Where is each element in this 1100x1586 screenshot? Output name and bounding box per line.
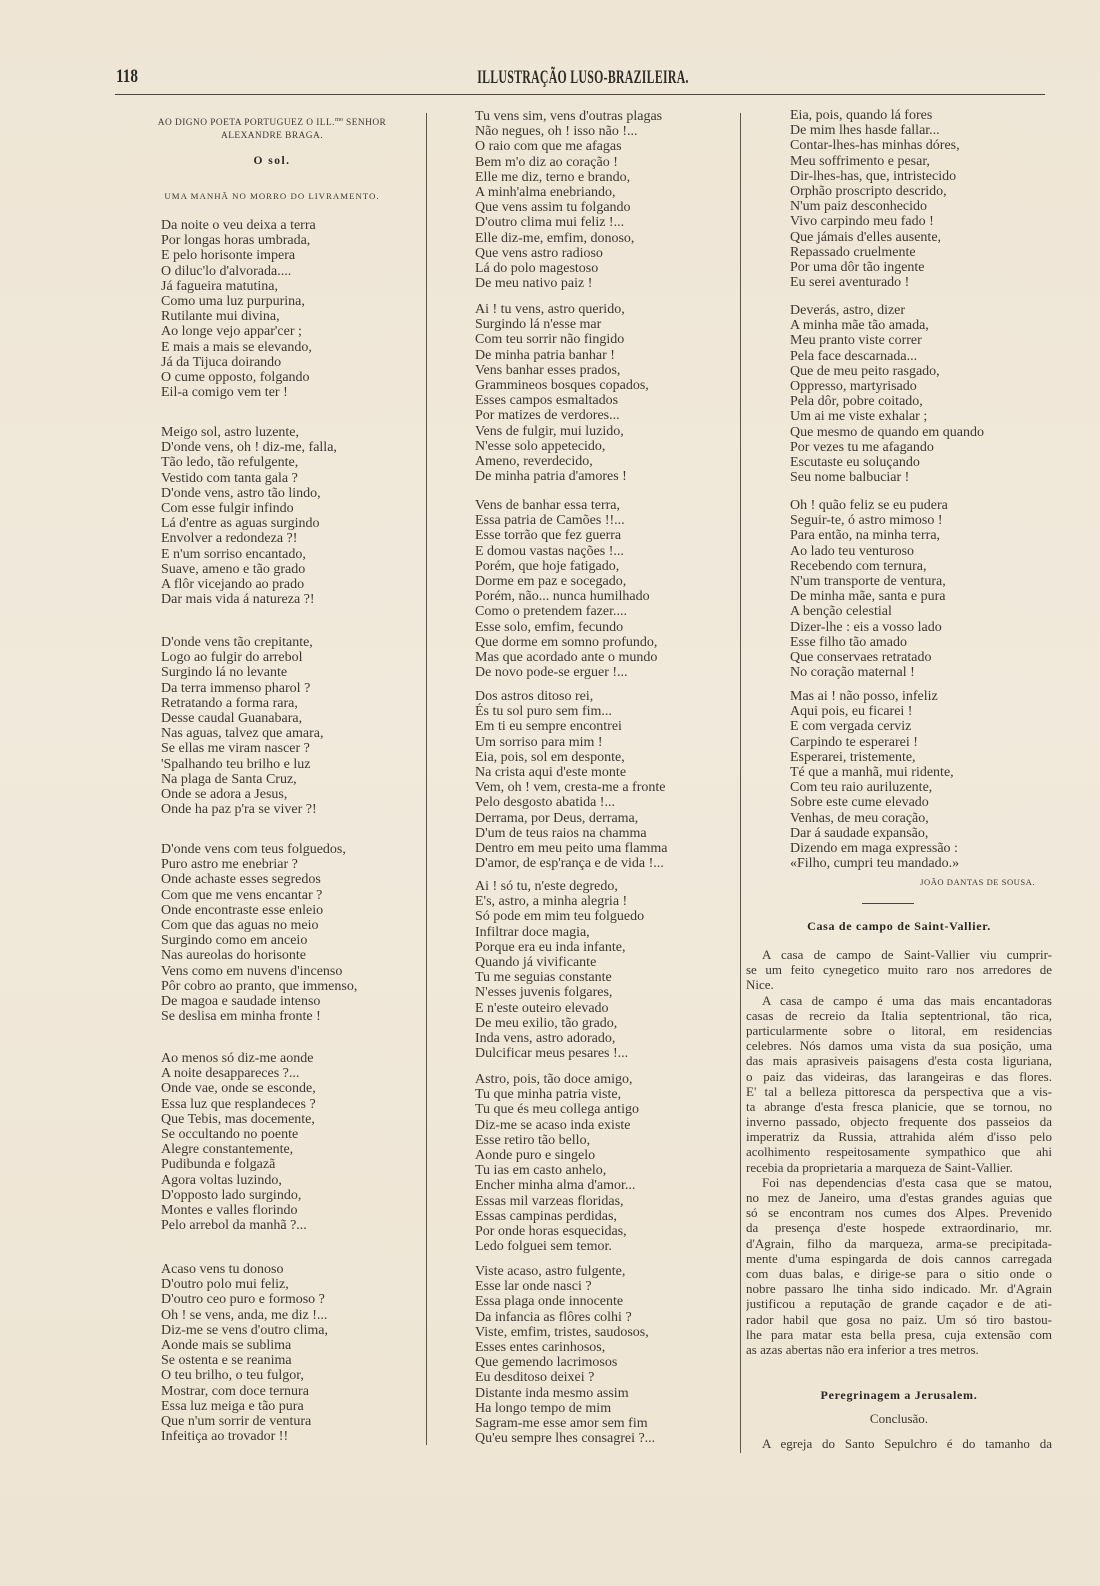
poem-verse-line: Ai ! tu vens, astro querido, <box>475 302 625 317</box>
poem-verse-line: Porém, não... nunca humilhado <box>475 589 650 605</box>
article-body-line: mente d'uma espingarda de dois cannos carregada <box>746 1250 1052 1266</box>
poem-verse-line: Se deslisa em minha fronte ! <box>161 1009 321 1025</box>
poem-verse-line: De minha patria banhar ! <box>475 347 615 363</box>
poem-verse-line: Já fagueira matutina, <box>161 278 279 294</box>
poem-verse-line: Dar á saudade expansão, <box>790 825 929 841</box>
section-separator-rule <box>862 903 914 904</box>
poem-verse-line: Porém, que hoje fatigado, <box>475 558 620 574</box>
poem-verse-line: Mas que acordado ante o mundo <box>475 649 658 665</box>
poem-stanza <box>475 1264 655 1446</box>
poem-verse-line: Orphão proscripto descrido, <box>790 183 947 199</box>
poem-verse-line: Essas mil varzeas floridas, <box>475 1193 624 1209</box>
poem-verse-line: N'esse solo appetecido, <box>475 438 606 454</box>
article-title-jerusalem: Peregrinagem a Jerusalem. <box>820 1388 978 1402</box>
poem-verse-line: E com vergada cerviz <box>790 719 912 735</box>
poem-verse-line: A flôr vicejando ao prado <box>161 576 305 592</box>
article-body-line: justificou a reputação de grande caçador e de ati- <box>746 1296 1052 1312</box>
poem-verse-line: E n'um sorriso encantado, <box>161 546 306 562</box>
article-body-line: ta abrange d'esta fresca planicie, que se tornou, no <box>746 1098 1052 1114</box>
poem-verse-line: Da infancia as flôres colhi ? <box>475 1309 632 1325</box>
poem-stanza <box>475 109 662 291</box>
poem-verse-line: Na crista aqui d'este monte <box>475 764 627 780</box>
poem-verse-line: Esse retiro tão bello, <box>475 1132 591 1148</box>
poem-verse-line: Meu soffrimento e pesar, <box>790 153 930 169</box>
poem-verse-line: Retratando a forma rara, <box>161 695 298 711</box>
poem-verse-line: Bem m'o diz ao coração ! <box>475 154 618 170</box>
poem-verse-line: Vestido com tanta gala ? <box>161 470 298 486</box>
poem-verse-line: És tu sol puro sem fim... <box>475 704 612 720</box>
poem-verse-line: Esses campos esmaltados <box>475 393 619 409</box>
article-body-line: o paiz das videiras, das larangeiras e das flores. <box>746 1068 1052 1084</box>
poem-dedication <box>143 113 401 130</box>
poem-verse-line: Ao menos só diz-me aonde <box>161 1051 314 1066</box>
poem-verse-line: Essa plaga onde innocente <box>475 1294 624 1310</box>
poem-verse-line: Porque era eu inda infante, <box>475 939 626 955</box>
header-rule <box>115 94 1045 95</box>
poem-stanza <box>475 879 644 1061</box>
poem-verse-line: A minh'alma enebriando, <box>475 184 616 200</box>
article-body-line: casas de recreio da Italia septentrional, tão rica, <box>746 1007 1052 1023</box>
poem-verse-line: Com teu sorrir não fingido <box>475 332 625 348</box>
poem-verse-line: Surgindo lá no levante <box>161 665 288 681</box>
poem-verse-line: Aonde puro e singelo <box>475 1147 596 1163</box>
poem-verse-line: Puro astro me enebriar ? <box>161 857 298 873</box>
poem-verse-line: A minha mãe tão amada, <box>790 318 929 334</box>
poem-subtitle: UMA MANHÃ NO MORRO DO LIVRAMENTO. <box>164 191 380 201</box>
poem-verse-line: Alegre constantemente, <box>161 1142 294 1158</box>
poem-verse-line: Montes e valles florindo <box>161 1202 298 1218</box>
poem-verse-line: Mostrar, com doce ternura <box>161 1383 309 1399</box>
poem-verse-line: O diluc'lo d'alvorada.... <box>161 263 292 279</box>
dedication-name: ALEXANDRE BRAGA. <box>221 131 323 141</box>
poem-verse-line: Meigo sol, astro luzente, <box>161 425 300 440</box>
poem-verse-line: Dentro em meu peito uma flamma <box>475 840 668 856</box>
poem-verse-line: Que mesmo de quando em quando <box>790 424 985 440</box>
article-body-line: se um feito cynegetico muito raro nos arredores de <box>746 962 1052 978</box>
article-body-line: acolhimento respeitosamente sympathico que ahi <box>746 1144 1052 1160</box>
article-body-line: das mais aprasiveis paisagens d'esta costa liguriana, <box>746 1053 1052 1069</box>
poem-verse-line: Vem, oh ! vem, cresta-me a fronte <box>475 780 666 796</box>
poem-verse-line: Pelo desgosto abatida !... <box>475 795 615 811</box>
dedication-superscript: mo <box>334 116 344 123</box>
poem-verse-line: Mas ai ! não posso, infeliz <box>790 689 938 704</box>
poem-verse-line: Ameno, reverdecido, <box>475 453 593 469</box>
poem-verse-line: D'onde vens tão crepitante, <box>161 635 313 650</box>
article-body-line: E' tal a belleza pittoresca da perspectiva que a vis- <box>746 1083 1052 1099</box>
poem-verse-line: Tu que és meu collega antigo <box>475 1102 639 1118</box>
poem-verse-line: Que dorme em somno profundo, <box>475 634 658 650</box>
poem-verse-line: Eil-a comigo vem ter ! <box>161 385 288 401</box>
poem-verse-line: Dar mais vida á natureza ?! <box>161 592 315 608</box>
poem-verse-line: Escutaste eu soluçando <box>790 454 920 470</box>
poem-verse-line: E n'este outeiro elevado <box>475 1000 609 1016</box>
poem-verse-line: Aqui pois, eu ficarei ! <box>790 704 913 720</box>
poem-verse-line: Oh ! se vens, anda, me diz !... <box>161 1307 328 1323</box>
poem-verse-line: A noite desappareces ?... <box>161 1066 300 1082</box>
poem-verse-line: Por onde horas esquecidas, <box>475 1223 627 1239</box>
poem-verse-line: Que vens assim tu folgando <box>475 200 631 216</box>
poem-verse-line: Com esse fulgir infindo <box>161 500 294 516</box>
column-divider-2 <box>740 113 741 1453</box>
poem-verse-line: Esses entes carinhosos, <box>475 1339 606 1355</box>
poem-verse-line: Surgindo lá n'esse mar <box>475 317 602 333</box>
poem-verse-line: N'um transporte de ventura, <box>790 573 946 589</box>
poem-verse-line: Encher minha alma d'amor... <box>475 1178 636 1194</box>
poem-verse-line: Ledo folguei sem temor. <box>475 1239 612 1255</box>
poem-verse-line: Carpindo te esperarei ! <box>790 734 918 750</box>
poem-verse-line: Que vens astro radioso <box>475 245 603 261</box>
article-body-line: nobre passaro lhe tinha sido indicado. Mr. d'Agrain <box>746 1281 1052 1297</box>
poem-stanza <box>475 1072 639 1254</box>
poem-verse-line: De meu exilio, tão grado, <box>475 1015 618 1031</box>
poem-verse-line: Lá d'entre as aguas surgindo <box>161 516 320 532</box>
poem-verse-line: Já da Tijuca doirando <box>161 354 282 370</box>
article-body-line: A casa de campo é uma das mais encantadoras <box>762 992 1052 1008</box>
poem-verse-line: Ai ! só tu, n'este degredo, <box>475 879 618 894</box>
poem-verse-line: N'um paiz desconhecido <box>790 199 928 215</box>
poem-verse-line: O raio com que me afagas <box>475 139 622 155</box>
poem-verse-line: Que conservaes retratado <box>790 649 932 665</box>
poem-verse-line: Essa luz que resplandeces ? <box>161 1096 316 1112</box>
article-body-line: A egreja do Santo Sepulchro é do tamanho da <box>762 1436 1052 1451</box>
poem-verse-line: Eu serei aventurado ! <box>790 275 910 291</box>
poem-verse-line: Da terra immenso pharol ? <box>161 680 311 696</box>
poem-verse-line: E mais a mais se elevando, <box>161 339 312 355</box>
poem-verse-line: Onde vae, onde se esconde, <box>161 1081 316 1097</box>
poem-verse-line: Essa luz meiga e tão pura <box>161 1398 304 1414</box>
poem-stanza <box>475 498 657 680</box>
poem-verse-line: Por longas horas umbrada, <box>161 233 311 249</box>
poem-verse-line: Té que a manhã, mui ridente, <box>790 764 954 780</box>
poem-stanza <box>790 498 948 680</box>
poem-verse-line: Vivo carpindo meu fado ! <box>790 214 934 230</box>
poem-verse-line: Nas aureolas do horisonte <box>161 948 307 964</box>
poem-verse-line: D'amor, de esp'rança e de vida !... <box>475 856 664 872</box>
poem-verse-line: Com teu raio auriluzente, <box>790 780 933 796</box>
poem-verse-line: Como uma luz purpurina, <box>161 293 305 309</box>
poem-verse-line: Inda vens, astro adorado, <box>475 1030 616 1046</box>
poem-verse-line: Dizendo em maga expressão : <box>790 840 958 856</box>
poem-verse-line: D'outro clima mui feliz !... <box>475 215 625 231</box>
poem-verse-line: Oppresso, martyrisado <box>790 378 917 394</box>
article-body-line: d'Agrain, filho da marqueza, arma-se precipitada- <box>746 1235 1052 1251</box>
poem-verse-line: De novo pode-se erguer !... <box>475 665 628 681</box>
poem-verse-line: Pela face descarnada... <box>790 348 918 364</box>
article-body-line: inverno passado, objecto frequente dos passeios da <box>746 1114 1052 1130</box>
poem-verse-line: Elle me diz, terno e brando, <box>475 169 631 185</box>
poem-verse-line: Onde se adora a Jesus, <box>161 786 288 802</box>
poem-verse-line: Dulcificar meus pesares !... <box>475 1046 629 1062</box>
poem-verse-line: Eu desditoso deixei ? <box>475 1370 595 1386</box>
poem-verse-line: Esse solo, emfim, fecundo <box>475 619 624 635</box>
article-body-line: no mez de Janeiro, uma d'estas grandes aguias que <box>746 1190 1052 1205</box>
poem-verse-line: Surgindo como em anceio <box>161 933 308 949</box>
poem-verse-line: D'onde vens, oh ! diz-me, falla, <box>161 440 337 456</box>
poem-verse-line: D'onde vens, astro tão lindo, <box>161 485 321 501</box>
poem-verse-line: D'outro ceo puro e formoso ? <box>161 1292 325 1308</box>
poem-verse-line: O teu brilho, o teu fulgor, <box>161 1368 304 1384</box>
poem-verse-line: Que n'um sorrir de ventura <box>161 1413 312 1429</box>
poem-verse-line: Vens como em nuvens d'incenso <box>161 963 343 979</box>
poem-verse-line: Dizer-lhe : eis a vosso lado <box>790 619 942 635</box>
article-body-line: Nice. <box>746 977 774 993</box>
poem-verse-line: D'onde vens com teus folguedos, <box>161 842 346 857</box>
poem-verse-line: Se ellas me viram nascer ? <box>161 741 310 757</box>
poem-verse-line: Que de meu peito rasgado, <box>790 363 940 379</box>
poem-verse-line: E pelo horisonte impera <box>161 248 296 264</box>
publication-title: ILLUSTRAÇÃO LUSO-BRAZILEIRA. <box>477 67 689 88</box>
poem-verse-line: Tu ias em casto anhelo, <box>475 1163 607 1179</box>
poem-verse-line: Contar-lhes-has minhas dóres, <box>790 138 960 154</box>
article-body-line: as azas abertas não era inferior a tres metros. <box>746 1341 979 1357</box>
article-subtitle-jerusalem: Conclusão. <box>869 1411 929 1426</box>
article-body-line: recebia da proprietaria a marqueza de Saint-Vallier. <box>746 1159 1013 1175</box>
poem-stanza <box>161 425 337 607</box>
article-body-line: só se encontram nos cumes dos Alpes. Prevenido <box>746 1205 1052 1221</box>
poem-verse-line: Infeitiça ao trovador !! <box>161 1429 289 1445</box>
poem-stanza <box>475 302 649 484</box>
poem-verse-line: Se ostenta e se reanima <box>161 1353 292 1369</box>
poem-verse-line: Viste, emfim, tristes, saudosos, <box>475 1324 649 1340</box>
poem-stanza <box>790 108 960 290</box>
poem-verse-line: Vens de fulgir, mui luzido, <box>475 423 624 439</box>
poem-verse-line: Ao lado teu venturoso <box>790 543 915 559</box>
poem-verse-line: Que gemendo lacrimosos <box>475 1355 618 1371</box>
poem-verse-line: Sobre este cume elevado <box>790 795 929 811</box>
poem-verse-line: Esse torrão que fez guerra <box>475 528 622 544</box>
poem-verse-line: Elle diz-me, emfim, donoso, <box>475 230 635 246</box>
poem-verse-line: Essa patria de Camões !!... <box>475 513 625 529</box>
poem-verse-line: Meu pranto viste correr <box>790 333 922 349</box>
poem-verse-line: Viste acaso, astro fulgente, <box>475 1264 626 1279</box>
poem-title: O sol. <box>253 155 291 167</box>
poem-stanza <box>475 689 667 871</box>
poem-stanza <box>790 303 984 485</box>
poem-verse-line: Logo ao fulgir do arrebol <box>161 650 303 666</box>
article-body-line: rador habil que gosa no paiz. Um só tiro bastou- <box>746 1311 1052 1327</box>
poem-verse-line: Por vezes tu me afagando <box>790 439 934 455</box>
poem-verse-line: Dos astros ditoso rei, <box>475 689 594 704</box>
poem-verse-line: De meu nativo paiz ! <box>475 276 593 292</box>
poem-verse-line: Infiltrar doce magia, <box>475 924 590 940</box>
article-body-saint-vallier <box>746 947 1052 1357</box>
poem-verse-line: Tu vens sim, vens d'outras plagas <box>475 109 663 124</box>
poem-verse-line: Pôr cobro ao pranto, que immenso, <box>161 978 358 994</box>
poem-verse-line: Suave, ameno e tão grado <box>161 561 306 577</box>
poem-verse-line: Com que das aguas no meio <box>161 917 319 933</box>
poem-verse-line: Com que me vens encantar ? <box>161 887 323 903</box>
poem-verse-line: Vens banhar esses prados, <box>475 362 621 378</box>
poem-verse-line: Diz-me se acaso inda existe <box>475 1117 631 1133</box>
poem-verse-line: Tão ledo, tão refulgente, <box>161 455 299 471</box>
poem-verse-line: Tu que minha patria viste, <box>475 1087 622 1103</box>
poem-verse-line: De magoa e saudade intenso <box>161 993 321 1009</box>
poem-verse-line: N'esses juvenis folgares, <box>475 985 613 1001</box>
poem-verse-line: Qu'eu sempre lhes consagrei ?... <box>475 1431 656 1447</box>
poem-verse-line: Na plaga de Santa Cruz, <box>161 771 297 787</box>
poem-verse-line: D'opposto lado surgindo, <box>161 1187 302 1203</box>
poem-verse-line: D'outro polo mui feliz, <box>161 1277 289 1293</box>
article-body-line: Foi nas dependencias d'esta casa que se matou, <box>762 1174 1052 1190</box>
poem-verse-line: Deverás, astro, dizer <box>790 303 906 318</box>
poem-verse-line: E domou vastas nações !... <box>475 543 624 559</box>
article-title-saint-vallier: Casa de campo de Saint-Vallier. <box>807 919 991 933</box>
dedication-prefix: AO DIGNO POETA PORTUGUEZ O ILL. <box>157 118 335 128</box>
poem-verse-line: 'Spalhando teu brilho e luz <box>161 756 311 772</box>
poem-verse-line: E's, astro, a minha alegria ! <box>475 894 628 910</box>
poem-verse-line: Eia, pois, quando lá fores <box>790 108 933 123</box>
article-body-line: da presença d'este hospede extraordinario, mr. <box>746 1220 1052 1236</box>
article-body-line: A casa de campo de Saint-Vallier viu cumprir- <box>762 947 1052 962</box>
article-body-line: imperatriz da Russia, attrahida além d'isso pelo <box>746 1129 1052 1145</box>
poem-stanza <box>790 689 959 871</box>
poem-verse-line: Acaso vens tu donoso <box>161 1262 284 1277</box>
poem-verse-line: Dorme em paz e socegado, <box>475 573 627 589</box>
poem-verse-line: Um sorriso para mim ! <box>475 734 603 750</box>
poem-verse-line: Só pode em mim teu folguedo <box>475 909 645 925</box>
poem-verse-line: De mim lhes hasde fallar... <box>790 123 940 139</box>
poem-verse-line: Quando já vivificante <box>475 954 597 970</box>
poem-verse-line: Desse caudal Guanabara, <box>161 710 303 726</box>
poem-verse-line: No coração maternal ! <box>790 665 915 681</box>
poem-verse-line: Esse filho tão amado <box>790 634 908 650</box>
poem-verse-line: Tu me seguias constante <box>475 970 612 986</box>
page-number: 118 <box>116 66 138 87</box>
poem-verse-line: Se occultando no poente <box>161 1126 299 1142</box>
poem-verse-line: Ha longo tempo de mim <box>475 1400 612 1416</box>
poem-verse-line: Por matizes de verdores... <box>475 408 620 424</box>
poem-verse-line: Essas campinas perdidas, <box>475 1208 617 1224</box>
poem-verse-line: Em ti eu sempre encontrei <box>475 719 622 735</box>
poem-verse-line: Distante inda mesmo assim <box>475 1385 629 1401</box>
poem-verse-line: Agora voltas luzindo, <box>161 1172 282 1188</box>
poem-verse-line: Onde achaste esses segredos <box>161 872 321 888</box>
article-body-line: celebres. Nós damos uma vista da sua posição, uma <box>746 1038 1052 1054</box>
poem-verse-line: Derrama, por Deus, derrama, <box>475 810 639 826</box>
poem-verse-line: A benção celestial <box>790 604 892 620</box>
poem-verse-line: Oh ! quão feliz se eu pudera <box>790 498 948 513</box>
poem-stanza <box>161 635 323 817</box>
poem-verse-line: Que jámais d'elles ausente, <box>790 229 942 245</box>
article-body-line: lhe para matar esta bella presa, cuja extensão com <box>746 1326 1052 1342</box>
poem-verse-line: Seu nome balbuciar ! <box>790 470 910 486</box>
poem-verse-line: Onde ha paz p'ra se viver ?! <box>161 802 317 818</box>
poem-author-signature: JOÃO DANTAS DE SOUSA. <box>920 877 1035 887</box>
poem-stanza <box>161 1262 328 1444</box>
dedication-suffix: SENHOR <box>343 118 387 128</box>
poem-verse-line: Seguir-te, ó astro mimoso ! <box>790 513 943 529</box>
poem-verse-line: Pelo arrebol da manhã ?... <box>161 1218 307 1234</box>
poem-verse-line: Para então, na minha terra, <box>790 528 941 544</box>
poem-verse-line: Da noite o veu deixa a terra <box>161 218 316 233</box>
poem-verse-line: «Filho, cumpri teu mandado.» <box>790 856 960 872</box>
poem-verse-line: Dir-lhes-has, que, intristecido <box>790 168 957 184</box>
poem-verse-line: Sagram-me esse amor sem fim <box>475 1415 648 1431</box>
poem-verse-line: Envolver a redondeza ?! <box>161 531 298 547</box>
poem-verse-line: De minha patria d'amores ! <box>475 469 627 485</box>
column-divider-1 <box>426 113 427 1445</box>
poem-verse-line: Astro, pois, tão doce amigo, <box>475 1072 633 1087</box>
poem-verse-line: Onde encontraste esse enleio <box>161 902 324 918</box>
poem-verse-line: Um ai me viste exhalar ; <box>790 409 928 425</box>
poem-verse-line: Pudibunda e folgazã <box>161 1157 276 1173</box>
poem-verse-line: Nas aguas, talvez que amara, <box>161 726 324 742</box>
poem-verse-line: O cume opposto, folgando <box>161 369 310 385</box>
poem-verse-line: Vens de banhar essa terra, <box>475 498 620 513</box>
poem-verse-line: Recebendo com ternura, <box>790 558 927 574</box>
poem-stanza <box>161 1051 316 1233</box>
poem-verse-line: D'um de teus raios na chamma <box>475 825 647 841</box>
poem-verse-line: Não negues, oh ! isso não !... <box>475 124 638 140</box>
poem-verse-line: Grammineos bosques copados, <box>475 377 649 393</box>
poem-verse-line: Diz-me se vens d'outro clima, <box>161 1322 328 1338</box>
poem-verse-line: Lá do polo magestoso <box>475 260 599 276</box>
poem-verse-line: Repassado cruelmente <box>790 244 916 260</box>
poem-verse-line: Eia, pois, sol em desponte, <box>475 749 625 765</box>
poem-stanza <box>161 842 357 1024</box>
poem-verse-line: Ao longe vejo appar'cer ; <box>161 324 302 340</box>
article-body-line: com duas balas, e dirige-se para o sitio onde o <box>746 1265 1052 1281</box>
poem-verse-line: Como o pretendem fazer.... <box>475 604 628 620</box>
poem-verse-line: Por uma dôr tão ingente <box>790 259 925 275</box>
poem-verse-line: Pela dôr, pobre coitado, <box>790 394 923 410</box>
poem-verse-line: Rutilante mui divina, <box>161 309 280 325</box>
poem-verse-line: Esse lar onde nasci ? <box>475 1279 592 1295</box>
poem-verse-line: Que Tebis, mas docemente, <box>161 1111 315 1127</box>
poem-verse-line: De minha mãe, santa e pura <box>790 589 946 605</box>
poem-verse-line: Esperarei, tristemente, <box>790 749 916 765</box>
article-body-line: particularmente sobre o litoral, em residencias <box>746 1022 1052 1038</box>
poem-verse-line: Venhas, de meu coração, <box>790 810 929 826</box>
poem-verse-line: Aonde mais se sublima <box>161 1337 292 1353</box>
poem-stanza <box>161 218 316 400</box>
